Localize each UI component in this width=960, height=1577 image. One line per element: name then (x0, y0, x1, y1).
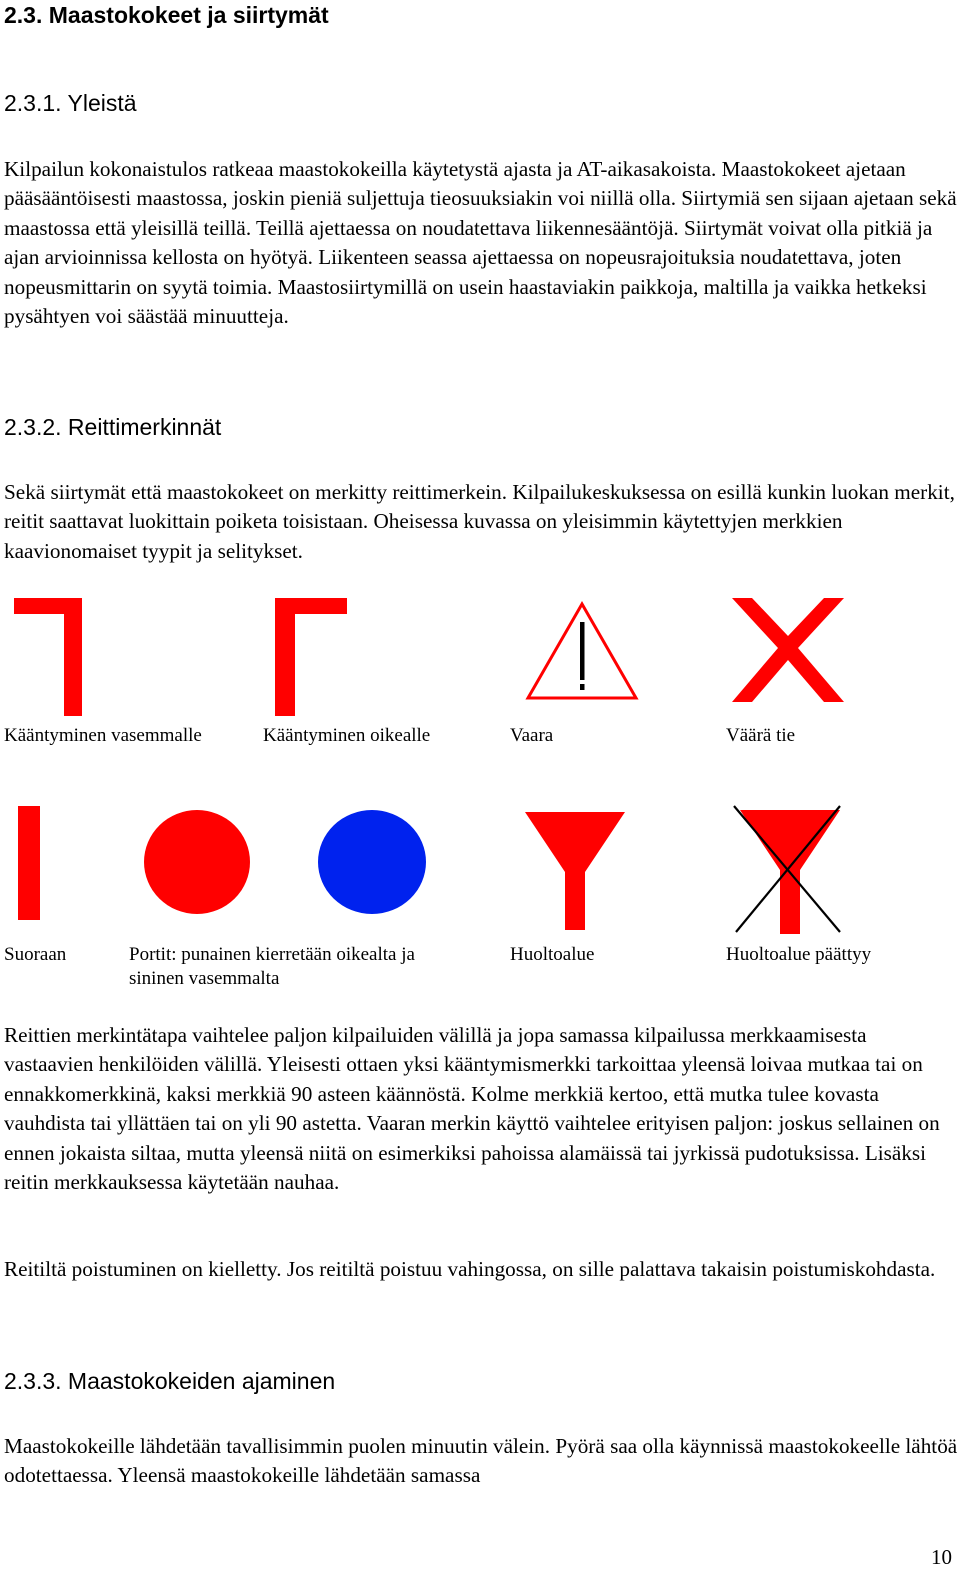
paragraph-marking-variation: Reittien merkintätapa vaihtelee paljon kilpailuiden välillä ja jopa samassa kilpailussa merkkaamisesta vastaavien henkilöiden välillä. Yleisesti ottaen yksi kääntymismerkki tarkoittaa yleensä loivaa mutkaa tai on ennakkomerkkinä, kaksi merkkiä 90 asteen käännöstä. Kolme merkkiä kertoo, että mutka tulee kovasta vauhdista tai yllättäen tai on yli 90 astetta. Vaaran merkin käyttö vaihtelee erityisen paljon: joskus sellainen on ennen jokaista siltaa, mutta yleensä niitä on esimerkiksi pahoissa alamäissä tai jyrkissä pudotuksissa. Lisäksi reitin merkkauksessa käytetään nauhaa. (4, 1023, 940, 1195)
caption-service-area-ended: Huoltoalue päättyy (726, 944, 872, 965)
wrong-way-sign-icon (732, 598, 844, 702)
paragraph-leaving-route: Reitiltä poistuminen on kielletty. Jos reitiltä poistuu vahingossa, on sille palattava takaisin poistumiskohdasta. (4, 1257, 936, 1281)
paragraph-stage-riding: Maastokokeille lähdetään tavallisimmin puolen minuutin välein. Pyörä saa olla käynnissä maastokokeelle lähtöä odotettaessa. Yleensä maastokokeille lähdetään samassa (4, 1434, 958, 1488)
caption-turn-right: Kääntyminen oikealle (263, 725, 431, 746)
section-heading-2-3-1: 2.3.1. Yleistä (4, 90, 137, 116)
section-heading-2-3: 2.3. Maastokokeet ja siirtymät (4, 2, 329, 28)
paragraph-route-markings: Sekä siirtymät että maastokokeet on merkitty reittimerkein. Kilpailukeskuksessa on esillä kunkin luokan merkit, reitit saattavat luokittain poiketa toisistaan. Oheisessa kuvassa on yleisimmin käytettyjen merkkien kaavionomaiset tyypit ja selitykset. (4, 480, 955, 563)
danger-sign-icon (524, 600, 640, 702)
red-gate-icon (142, 808, 252, 916)
caption-gates-line2: sininen vasemmalta (129, 968, 280, 989)
caption-straight: Suoraan (4, 944, 67, 965)
caption-turn-left: Kääntyminen vasemmalle (4, 725, 202, 746)
blue-gate-icon (316, 808, 428, 916)
turn-right-sign-icon (275, 598, 347, 716)
page-number: 10 (931, 1545, 952, 1569)
turn-left-sign-icon (14, 598, 84, 716)
section-heading-2-3-2: 2.3.2. Reittimerkinnät (4, 414, 222, 440)
service-area-sign-icon (525, 812, 625, 930)
caption-danger: Vaara (510, 725, 554, 746)
section-heading-2-3-3: 2.3.3. Maastokokeiden ajaminen (4, 1368, 336, 1394)
caption-service-area: Huoltoalue (510, 944, 595, 965)
service-area-ended-sign-icon (728, 802, 848, 934)
paragraph-general: Kilpailun kokonaistulos ratkeaa maastokokeilla käytetystä ajasta ja AT-aikasakoista. Maastokokeet ajetaan pääsääntöisesti maastossa, joskin pieniä suljettuja tieosuuksiakin voi niillä olla. Siirtymiä sen sijaan ajetaan sekä maastossa että yleisillä teillä. Teillä ajettaessa on noudatettava liikennesääntöjä. Siirtymät voivat olla pitkiä ja ajan arvioinnissa kellosta on hyötyä. Liikenteen seassa ajettaessa on nopeusrajoituksia noudatettava, joten nopeusmittarin on syytä toimia. Maastosiirtymillä on usein haastaviakin paikkoja, maltilla ja vaikka hetkeksi pysähtyen voi säästää minuutteja. (4, 157, 957, 329)
straight-sign-icon (18, 806, 42, 920)
caption-wrong-way: Väärä tie (726, 725, 796, 746)
caption-gates-line1: Portit: punainen kierretään oikealta ja (129, 944, 415, 965)
